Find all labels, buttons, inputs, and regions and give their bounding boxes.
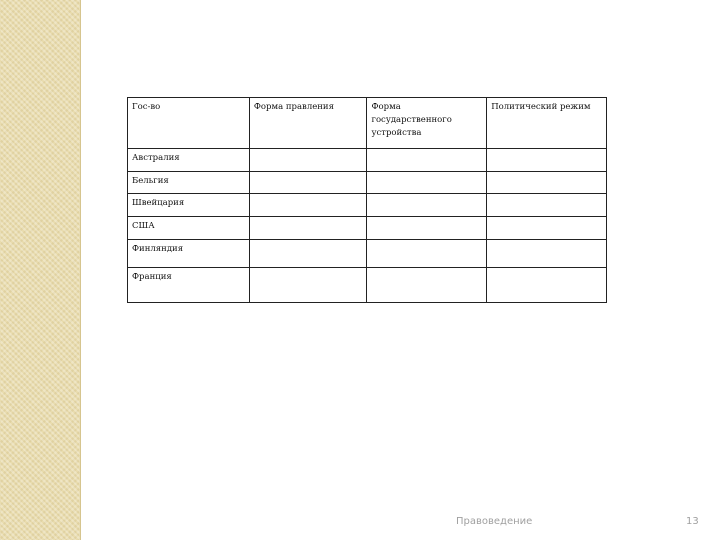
header-cell-state-structure: Форма государственного устройства <box>367 98 487 149</box>
table-cell <box>249 217 367 240</box>
footer-title: Правоведение <box>456 516 533 527</box>
countries-table <box>127 97 607 303</box>
table-row <box>128 194 607 217</box>
page-number: 13 <box>686 516 699 527</box>
table-cell <box>487 194 607 217</box>
table-cell <box>249 240 367 268</box>
table-cell <box>367 194 487 217</box>
row-country-cell: Бельгия <box>128 172 250 194</box>
table-cell <box>367 149 487 172</box>
header-cell-political-regime: Политический режим <box>487 98 607 149</box>
row-country-cell: Франция <box>128 268 250 303</box>
header-cell-country: Гос-во <box>128 98 250 149</box>
table-row <box>128 268 607 303</box>
table-cell <box>367 268 487 303</box>
table-cell <box>367 240 487 268</box>
table-cell <box>487 217 607 240</box>
row-country-cell: Австралия <box>128 149 250 172</box>
table-cell <box>367 217 487 240</box>
table-cell <box>487 149 607 172</box>
table-cell <box>249 268 367 303</box>
table-row <box>128 240 607 268</box>
header-cell-government-form: Форма правления <box>249 98 367 149</box>
table-cell <box>249 172 367 194</box>
row-country-cell: Швейцария <box>128 194 250 217</box>
table-row <box>128 172 607 194</box>
table-cell <box>487 172 607 194</box>
decorative-side-stripe <box>0 0 81 540</box>
table-header-row <box>128 98 607 149</box>
row-country-cell: Финляндия <box>128 240 250 268</box>
table-cell <box>249 194 367 217</box>
table-row <box>128 149 607 172</box>
table-cell <box>249 149 367 172</box>
table-row <box>128 217 607 240</box>
table-cell <box>487 240 607 268</box>
table-cell <box>367 172 487 194</box>
table-cell <box>487 268 607 303</box>
row-country-cell: США <box>128 217 250 240</box>
